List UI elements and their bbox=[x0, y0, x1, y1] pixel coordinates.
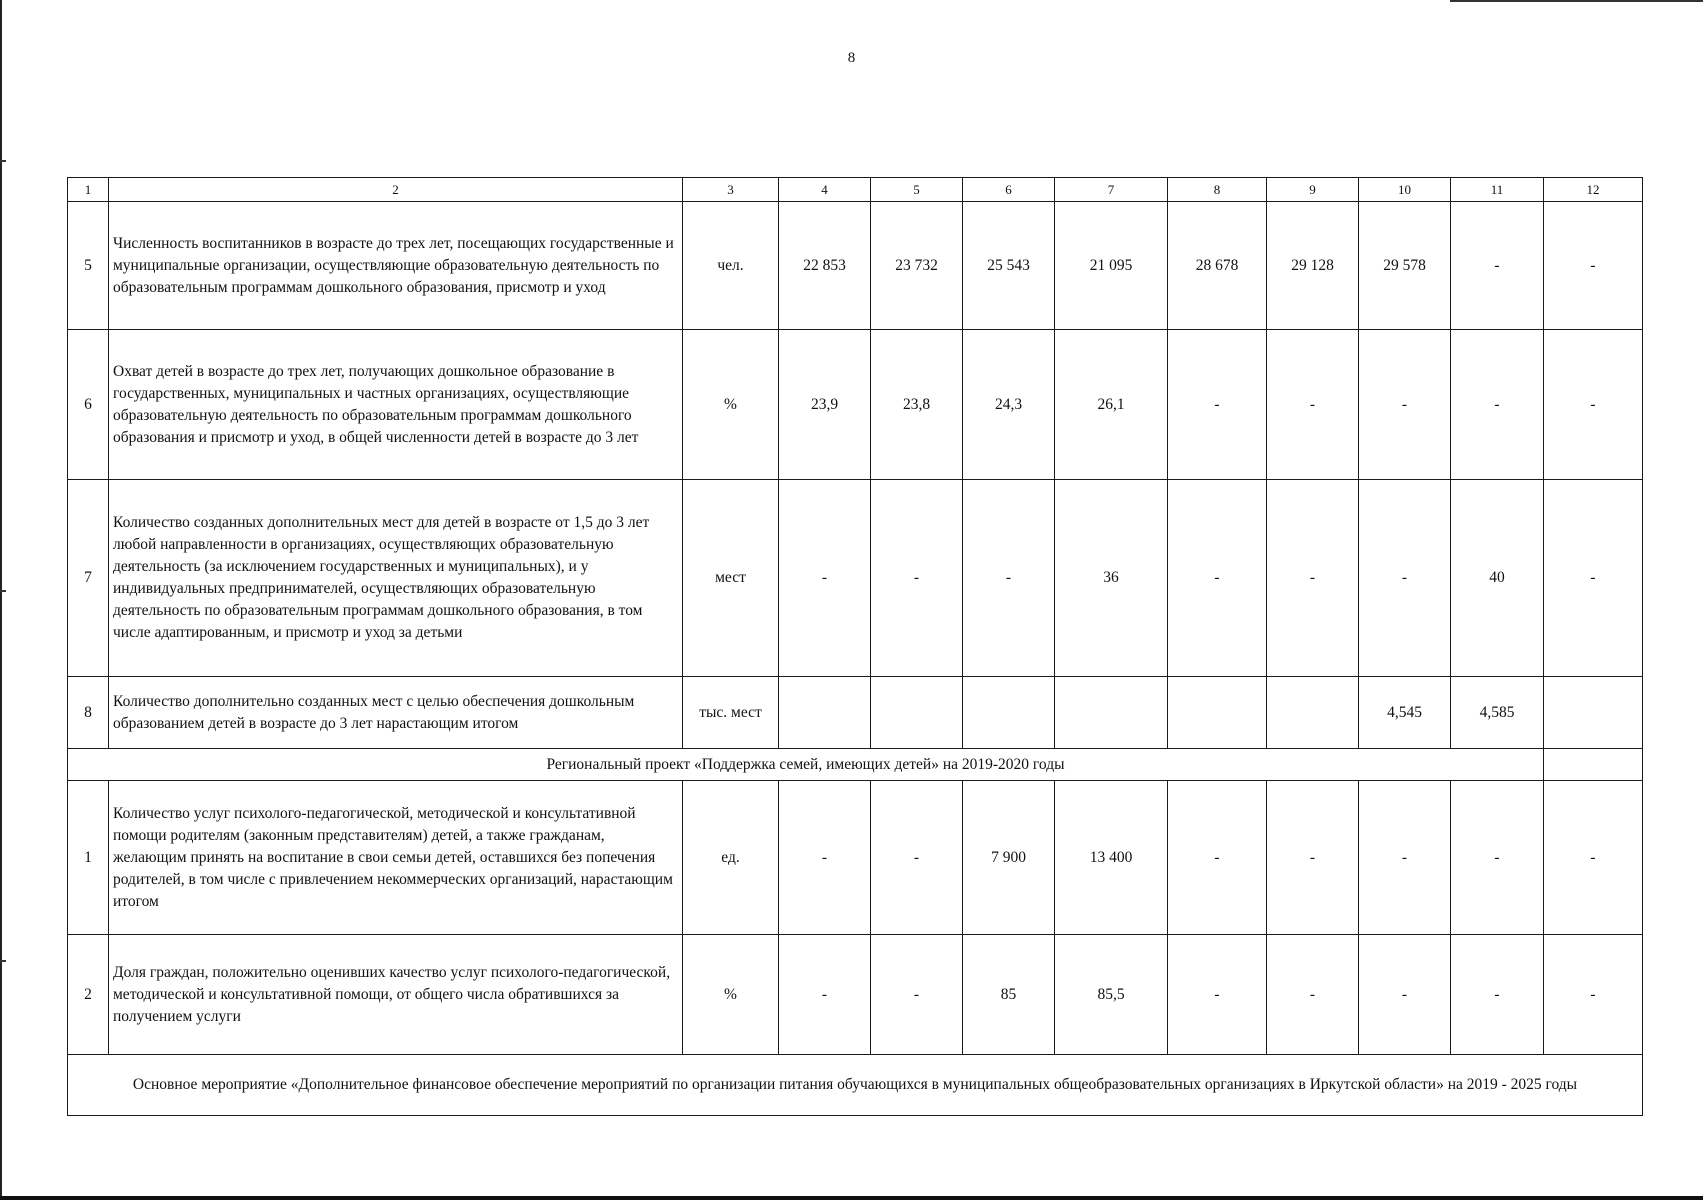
table-row bbox=[68, 330, 1643, 480]
header-cell: 8 bbox=[1168, 178, 1267, 202]
header-cell: 6 bbox=[963, 178, 1055, 202]
value-cell: 29 128 bbox=[1267, 202, 1359, 330]
value-cell: - bbox=[1359, 781, 1451, 935]
value-cell: - bbox=[1359, 480, 1451, 677]
value-cell: 25 543 bbox=[963, 202, 1055, 330]
value-cell: - bbox=[1168, 480, 1267, 677]
value-cell: - bbox=[871, 935, 963, 1055]
value-cell: 85 bbox=[963, 935, 1055, 1055]
page-number: 8 bbox=[847, 50, 856, 66]
value-cell bbox=[1267, 677, 1359, 749]
header-cell: 1 bbox=[68, 178, 109, 202]
row-description: Количество созданных дополнительных мест для детей в возрасте от 1,5 до 3 лет любой направленности в организациях, осуществляющих образовательную деятельность (за исключением государственных и муниципальных), и у индивидуальных предпринимателей, осуществляющих образовательную деятельность по образовательным программам дошкольного образования, в том числе адаптированным, и присмотр и уход за детьми bbox=[109, 480, 683, 677]
row-description: Количество дополнительно созданных мест с целью обеспечения дошкольным образованием детей в возрасте до 3 лет нарастающим итогом bbox=[109, 677, 683, 749]
table-row bbox=[68, 202, 1643, 330]
value-cell: - bbox=[1267, 480, 1359, 677]
header-cell: 11 bbox=[1451, 178, 1544, 202]
scan-left-edge bbox=[0, 0, 2, 1200]
header-cell: 9 bbox=[1267, 178, 1359, 202]
scan-left-tick bbox=[0, 590, 6, 592]
value-cell: - bbox=[1168, 781, 1267, 935]
scan-bottom-edge bbox=[0, 1196, 1703, 1200]
value-cell bbox=[1055, 677, 1168, 749]
row-number: 6 bbox=[68, 330, 109, 480]
value-cell: - bbox=[1168, 330, 1267, 480]
section-title: Региональный проект «Поддержка семей, имеющих детей» на 2019-2020 годы bbox=[68, 749, 1544, 781]
table-row bbox=[68, 480, 1643, 677]
table-row bbox=[68, 677, 1643, 749]
row-description: Численность воспитанников в возрасте до трех лет, посещающих государственные и муниципальные организации, осуществляющие образовательную деятельность по образовательным программам дошкольного образования, присмотр и уход bbox=[109, 202, 683, 330]
scan-left-tick bbox=[0, 960, 6, 962]
value-cell: 21 095 bbox=[1055, 202, 1168, 330]
value-cell: 36 bbox=[1055, 480, 1168, 677]
value-cell: - bbox=[963, 480, 1055, 677]
scan-top-edge bbox=[1450, 0, 1703, 2]
value-cell bbox=[1544, 677, 1643, 749]
value-cell: - bbox=[1168, 935, 1267, 1055]
value-cell: 4,585 bbox=[1451, 677, 1544, 749]
value-cell: 7 900 bbox=[963, 781, 1055, 935]
value-cell bbox=[1168, 677, 1267, 749]
value-cell: - bbox=[779, 781, 871, 935]
value-cell: - bbox=[1359, 935, 1451, 1055]
row-number: 1 bbox=[68, 781, 109, 935]
table-row bbox=[68, 781, 1643, 935]
indicator-table bbox=[67, 177, 1643, 1116]
header-cell: 10 bbox=[1359, 178, 1451, 202]
header-cell: 4 bbox=[779, 178, 871, 202]
value-cell: - bbox=[1451, 202, 1544, 330]
footer-row bbox=[68, 1055, 1643, 1116]
value-cell: - bbox=[1544, 480, 1643, 677]
value-cell: - bbox=[1544, 202, 1643, 330]
row-unit: % bbox=[683, 330, 779, 480]
value-cell: 24,3 bbox=[963, 330, 1055, 480]
value-cell: 4,545 bbox=[1359, 677, 1451, 749]
header-cell: 7 bbox=[1055, 178, 1168, 202]
value-cell: 23,9 bbox=[779, 330, 871, 480]
value-cell: - bbox=[1267, 330, 1359, 480]
row-unit: тыс. мест bbox=[683, 677, 779, 749]
table-row bbox=[68, 935, 1643, 1055]
value-cell: - bbox=[1359, 330, 1451, 480]
footer-title: Основное мероприятие «Дополнительное финансовое обеспечение мероприятий по организации питания обучающихся в муниципальных общеобразовательных организациях в Иркутской области» на 2019 - 2025 годы bbox=[68, 1055, 1643, 1116]
value-cell: - bbox=[871, 480, 963, 677]
row-number: 8 bbox=[68, 677, 109, 749]
value-cell: - bbox=[871, 781, 963, 935]
header-row bbox=[68, 178, 1643, 202]
header-cell: 3 bbox=[683, 178, 779, 202]
value-cell: 23 732 bbox=[871, 202, 963, 330]
scan-left-tick bbox=[0, 160, 6, 162]
section-row bbox=[68, 749, 1643, 781]
value-cell: - bbox=[1267, 935, 1359, 1055]
header-cell: 12 bbox=[1544, 178, 1643, 202]
row-description: Охват детей в возрасте до трех лет, получающих дошкольное образование в государственных, муниципальных и частных организациях, осуществляющие образовательную деятельность по образовательным программам дошкольного образования и присмотр и уход, в общей численности детей в возрасте до 3 лет bbox=[109, 330, 683, 480]
value-cell: - bbox=[1544, 330, 1643, 480]
value-cell: 85,5 bbox=[1055, 935, 1168, 1055]
value-cell: 13 400 bbox=[1055, 781, 1168, 935]
row-description: Доля граждан, положительно оценивших качество услуг психолого-педагогической, методической и консультативной помощи, от общего числа обратившихся за получением услуги bbox=[109, 935, 683, 1055]
row-number: 2 bbox=[68, 935, 109, 1055]
row-number: 5 bbox=[68, 202, 109, 330]
value-cell: 26,1 bbox=[1055, 330, 1168, 480]
value-cell bbox=[871, 677, 963, 749]
header-cell: 2 bbox=[109, 178, 683, 202]
value-cell: - bbox=[779, 935, 871, 1055]
value-cell: - bbox=[779, 480, 871, 677]
row-unit: мест bbox=[683, 480, 779, 677]
value-cell: 28 678 bbox=[1168, 202, 1267, 330]
value-cell: - bbox=[1267, 781, 1359, 935]
row-unit: чел. bbox=[683, 202, 779, 330]
header-cell: 5 bbox=[871, 178, 963, 202]
value-cell bbox=[963, 677, 1055, 749]
value-cell: 29 578 bbox=[1359, 202, 1451, 330]
value-cell: 22 853 bbox=[779, 202, 871, 330]
value-cell: - bbox=[1451, 330, 1544, 480]
empty-cell bbox=[1544, 749, 1643, 781]
row-number: 7 bbox=[68, 480, 109, 677]
value-cell: - bbox=[1451, 935, 1544, 1055]
value-cell: - bbox=[1544, 935, 1643, 1055]
value-cell: - bbox=[1451, 781, 1544, 935]
value-cell: 40 bbox=[1451, 480, 1544, 677]
row-unit: % bbox=[683, 935, 779, 1055]
value-cell: 23,8 bbox=[871, 330, 963, 480]
row-unit: ед. bbox=[683, 781, 779, 935]
value-cell: - bbox=[1544, 781, 1643, 935]
value-cell bbox=[779, 677, 871, 749]
row-description: Количество услуг психолого-педагогической, методической и консультативной помощи родителям (законным представителям) детей, а также гражданам, желающим принять на воспитание в свои семьи детей, оставшихся без попечения родителей, в том числе с привлечением некоммерческих организаций, нарастающим итогом bbox=[109, 781, 683, 935]
